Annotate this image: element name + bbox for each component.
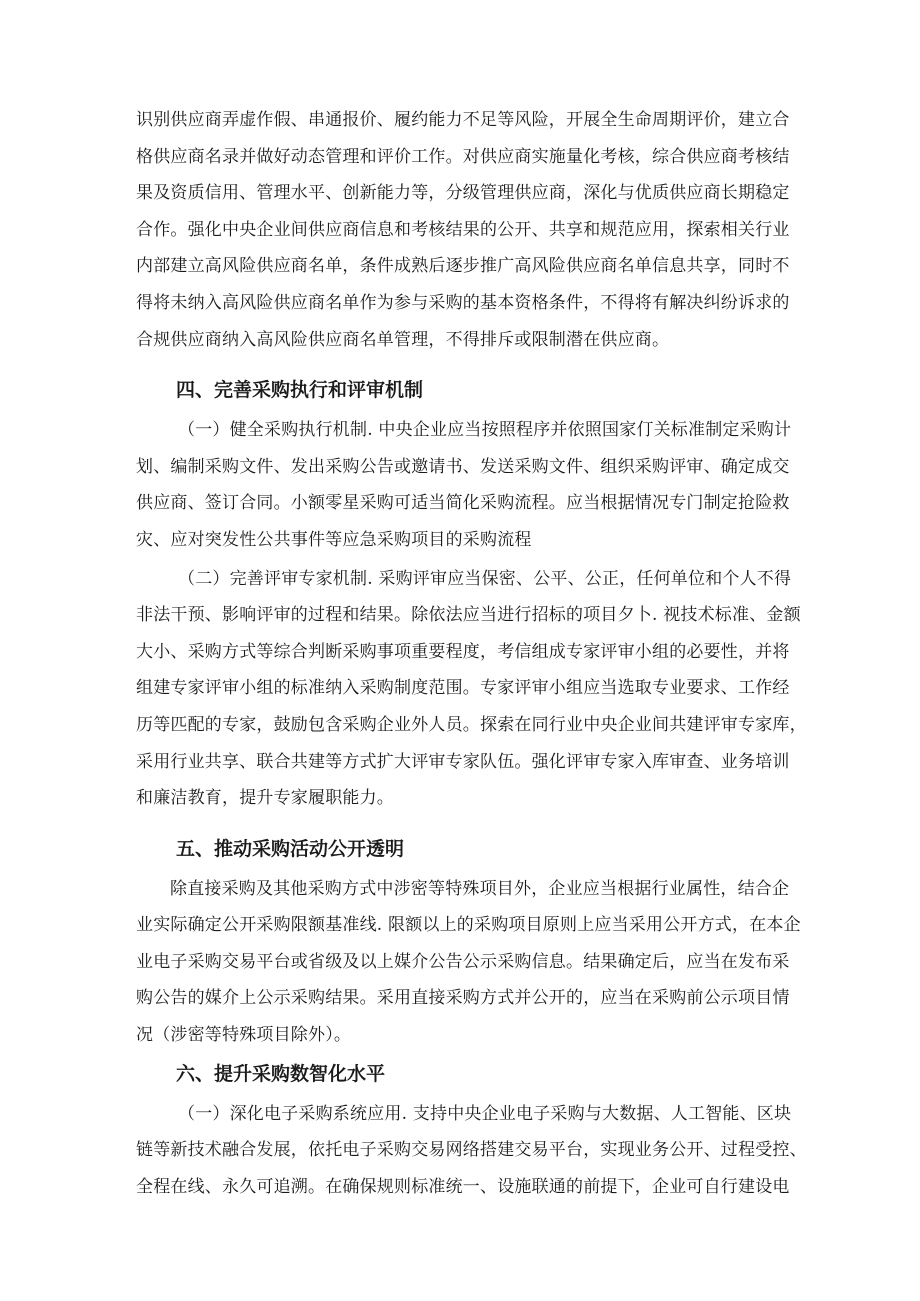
- section-5-heading: 五、推动采购活动公开透明: [176, 837, 405, 860]
- text-line: 格供应商名录并做好动态管理和评价工作。对供应商实施量化考核，综合供应商考核结: [136, 146, 790, 167]
- text-line: 购公告的媒介上公示采购结果。采用直接采购方式并公开的，应当在采购前公示项目情: [136, 988, 790, 1009]
- text-line: （二）完善评审专家机制. 采购评审应当保密、公平、公正，任何单位和个人不得: [178, 568, 792, 589]
- section-6-heading: 六、提升采购数智化水平: [176, 1062, 386, 1085]
- text-line: （一）健全采购执行机制. 中央企业应当按照程序并依照国家仃关标准制定采购计: [178, 420, 792, 441]
- text-line: 组建专家评审小组的标准纳入采购制度范围。专家评审小组应当选取专业要求、工作经: [136, 678, 790, 699]
- text-line: 业实际确定公开采购限额基准线. 限额以上的采购项目原则上应当采用公开方式，在本企: [136, 915, 801, 936]
- text-line: 采用行业共享、联合共建等方式扩大评审专家队伍。强化评审专家入库审查、业务培训: [136, 751, 790, 772]
- section-4-heading: 四、完善采购执行和评审机制: [176, 379, 424, 402]
- section-5-paragraph: [136, 871, 800, 1054]
- intro-paragraph: [136, 102, 800, 358]
- text-line: 合规供应商纳入高风险供应商名单管理，不得排斥或限制潜在供应商。: [136, 329, 670, 350]
- text-line: 灾、应对突发性公共事件等应急采购项目的采购流程: [136, 529, 532, 550]
- text-line: （一）深化电子采购系统应用. 支持中央企业电子采购与大数据、人工智能、区块: [178, 1103, 792, 1124]
- text-line: 得将未纳入高风险供应商名单作为参与采购的基本资格条件，不得将有解决纠纷诉求的: [136, 292, 790, 313]
- text-line: 业电子采购交易平台或省级及以上媒介公告公示采购信息。结果确定后，应当在发布采: [136, 951, 790, 972]
- text-line: 和廉洁教育，提升专家履职能力。: [136, 788, 394, 809]
- section-4-paragraph-1: [136, 412, 800, 558]
- text-line: 合作。强化中央企业间供应商信息和考核结果的公开、共享和规范应用，探索相关行业: [136, 219, 790, 240]
- text-line: 非法干预、影响评审的过程和结果。除依法应当进行招标的项目夕卜. 视技术标准、金额: [136, 605, 801, 626]
- text-line: 识别供应商弄虚作假、串通报价、履约能力不足等风险，开展全生命周期评价，建立合: [136, 110, 790, 130]
- text-line: 全程在线、永久可追溯。在确保规则标准统一、设施联通的前提下，企业可自行建设电: [136, 1176, 790, 1197]
- text-line: 历等匹配的专家，鼓励包含采购企业外人员。探索在同行业中央企业间共建评审专家库，: [136, 714, 807, 735]
- document-page: [136, 102, 807, 1205]
- text-line: 果及资质信用、管理水平、创新能力等，分级管理供应商，深化与优质供应商长期稳定: [136, 183, 790, 204]
- text-line: 供应商、签订合同。小额零星采购可适当简化采购流程。应当根据情况专门制定抢险救: [136, 493, 790, 514]
- text-line: 链等新技术融合发展，依托电子采购交易网络搭建交易平台，实现业务公开、过程受控、: [136, 1140, 807, 1161]
- text-line: 划、编制采购文件、发出采购公告或邀请书、发送采购文件、组织采购评审、确定成交: [136, 456, 790, 477]
- text-line: 大小、采购方式等综合判断采购事项重要程度，考信组成专家评审小组的必要性，并将: [136, 641, 790, 662]
- text-line: 除直接采购及其他采购方式中涉密等特殊项目外，企业应当根据行业属性，结合企: [170, 878, 790, 899]
- section-6-paragraph-1: [136, 1096, 807, 1206]
- text-line: 内部建立高风险供应商名单，条件成熟后逐步推广高风险供应商名单信息共享，同时不: [136, 256, 790, 277]
- text-line: 况（涉密等特殊项目除外）。: [136, 1025, 352, 1046]
- section-4-paragraph-2: [136, 561, 807, 817]
